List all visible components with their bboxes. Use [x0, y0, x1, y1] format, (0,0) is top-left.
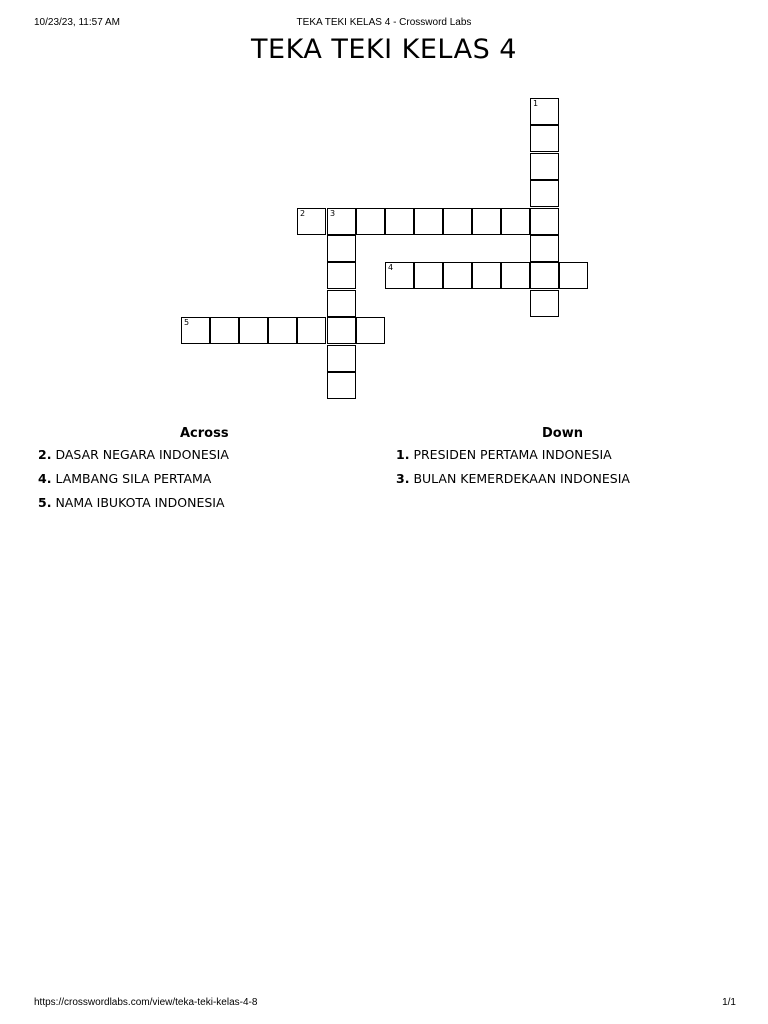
grid-cell[interactable]	[356, 317, 385, 344]
clue-number: 2.	[38, 447, 52, 462]
clue-number: 4.	[38, 471, 52, 486]
grid-cell[interactable]	[414, 262, 443, 289]
grid-cell[interactable]	[501, 208, 530, 235]
cell-number: 2	[300, 209, 306, 218]
grid-cell[interactable]	[530, 290, 559, 317]
grid-cell[interactable]	[356, 208, 385, 235]
grid-cell[interactable]	[327, 235, 356, 262]
grid-cell[interactable]	[327, 262, 356, 289]
grid-cell[interactable]	[501, 262, 530, 289]
grid-cell[interactable]	[239, 317, 268, 344]
clue-number: 3.	[396, 471, 410, 486]
across-heading: Across	[180, 426, 229, 441]
down-clue	[396, 471, 630, 495]
grid-cell[interactable]	[530, 98, 559, 125]
clue-number: 5.	[38, 495, 52, 510]
grid-cell[interactable]	[530, 208, 559, 235]
down-clue-list	[396, 447, 630, 495]
grid-cell[interactable]	[414, 208, 443, 235]
clue-text: BULAN KEMERDEKAAN INDONESIA	[413, 471, 630, 486]
grid-cell[interactable]	[530, 125, 559, 152]
clue-text: LAMBANG SILA PERTAMA	[55, 471, 212, 486]
cell-number: 3	[330, 209, 336, 218]
grid-cell[interactable]	[443, 262, 472, 289]
print-page-title: TEKA TEKI KELAS 4 - Crossword Labs	[296, 17, 472, 28]
clue-number: 1.	[396, 447, 410, 462]
cell-number: 1	[533, 99, 539, 108]
grid-cell[interactable]	[443, 208, 472, 235]
clue-text: NAMA IBUKOTA INDONESIA	[55, 495, 225, 510]
across-clue	[38, 471, 229, 495]
grid-cell[interactable]	[268, 317, 297, 344]
clue-text: PRESIDEN PERTAMA INDONESIA	[413, 447, 612, 462]
cell-number: 5	[184, 318, 190, 327]
grid-cell[interactable]	[530, 153, 559, 180]
grid-cell[interactable]	[559, 262, 588, 289]
grid-cell[interactable]	[327, 290, 356, 317]
grid-cell[interactable]	[181, 317, 210, 344]
cell-number: 4	[388, 263, 394, 272]
puzzle-title: TEKA TEKI KELAS 4	[251, 34, 517, 65]
grid-cell[interactable]	[530, 235, 559, 262]
print-url: https://crosswordlabs.com/view/teka-teki-kelas-4-8	[34, 997, 258, 1008]
grid-cell[interactable]	[385, 262, 414, 289]
grid-cell[interactable]	[327, 372, 356, 399]
grid-cell[interactable]	[327, 345, 356, 372]
grid-cell[interactable]	[297, 208, 326, 235]
grid-cell[interactable]	[210, 317, 239, 344]
across-clue-list	[38, 447, 229, 519]
down-heading: Down	[542, 426, 583, 441]
print-datetime: 10/23/23, 11:57 AM	[34, 17, 120, 28]
grid-cell[interactable]	[385, 208, 414, 235]
across-clue	[38, 447, 229, 471]
grid-cell[interactable]	[472, 208, 501, 235]
crossword-grid	[0, 0, 768, 420]
grid-cell[interactable]	[327, 317, 356, 344]
grid-cell[interactable]	[297, 317, 326, 344]
grid-cell[interactable]	[472, 262, 501, 289]
print-page-count: 1/1	[722, 997, 736, 1008]
grid-cell[interactable]	[327, 208, 356, 235]
down-clue	[396, 447, 630, 471]
grid-cell[interactable]	[530, 262, 559, 289]
across-clue	[38, 495, 229, 519]
grid-cell[interactable]	[530, 180, 559, 207]
clue-text: DASAR NEGARA INDONESIA	[55, 447, 229, 462]
